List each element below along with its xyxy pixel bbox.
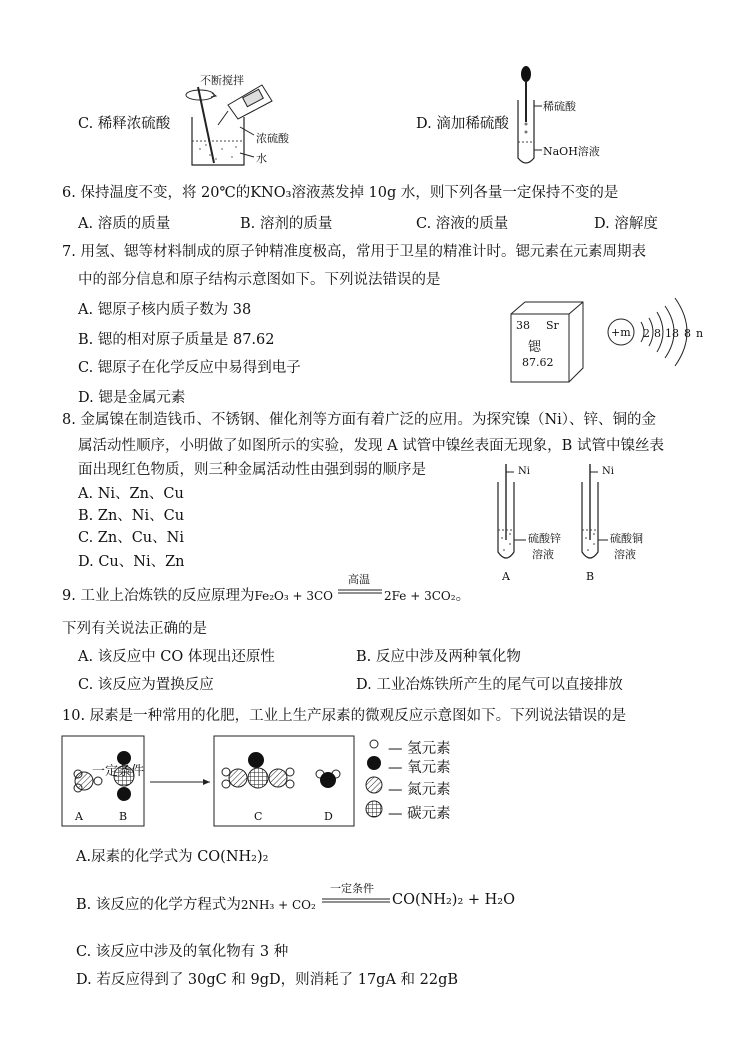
q9-option-b: B. 反应中涉及两种氧化物 xyxy=(356,649,521,665)
q9-eq-condition: 高温 xyxy=(348,573,370,586)
q6-option-d: D. 溶解度 xyxy=(594,216,658,232)
tube-a-label: A xyxy=(502,570,510,583)
q7-option-c: C. 锶原子在化学反应中易得到电子 xyxy=(78,360,301,376)
q10-stem: 10. 尿素是一种常用的化肥，工业上生产尿素的微观反应示意图如下。下列说法错误的是 xyxy=(62,708,627,724)
q7-stem-line2: 中的部分信息和原子结构示意图如下。下列说法错误的是 xyxy=(78,272,441,288)
q9-option-c: C. 该反应为置换反应 xyxy=(78,677,214,693)
water-label: 水 xyxy=(256,152,267,165)
q7-stem-line1: 7. 用氢、锶等材料制成的原子钟精准度极高，常用于卫星的精准计时。锶元素在元素周期表 xyxy=(62,244,646,260)
q10-option-b-left: 2NH₃ + CO₂ xyxy=(240,898,316,912)
q10-option-a: A.尿素的化学式为 CO(NH₂)₂ xyxy=(76,849,269,865)
reaction-condition: 一定条件 xyxy=(92,764,145,779)
shell-1: 2 xyxy=(643,327,650,340)
shell-2: 8 xyxy=(654,327,661,340)
tube-b-label: B xyxy=(586,570,595,583)
atom-legend xyxy=(364,736,384,816)
molecule-label-d: D xyxy=(324,810,333,823)
q9-line2: 下列有关说法正确的是 xyxy=(62,621,207,637)
element-mass: 87.62 xyxy=(522,356,554,369)
dilute-acid-label: 稀硫酸 xyxy=(543,100,576,113)
q5-option-c: C. 稀释浓硫酸 xyxy=(78,116,171,132)
legend-hydrogen: — 氢元素 xyxy=(388,741,451,757)
q7-option-b: B. 锶的相对原子质量是 87.62 xyxy=(78,332,275,348)
atom-nucleus: +m xyxy=(611,326,631,339)
tube-b-wire: Ni xyxy=(602,466,614,477)
q10-option-b-condition: 一定条件 xyxy=(330,882,374,895)
q8-option-d: D. Cu、Ni、Zn xyxy=(78,554,185,570)
q5-option-d: D. 滴加稀硫酸 xyxy=(416,116,509,132)
tube-b-solution-2: 溶液 xyxy=(614,548,636,561)
tube-a-wire: Ni xyxy=(518,466,530,477)
q8-option-c: C. Zn、Cu、Ni xyxy=(78,530,184,546)
q9-stem-prefix: 9. 工业上冶炼铁的反应原理为 xyxy=(62,588,255,604)
element-name: 锶 xyxy=(528,340,542,355)
shell-3: 18 xyxy=(665,327,679,340)
q9-eq-right: 2Fe + 3CO₂ xyxy=(384,589,456,603)
q10-eq-arrow xyxy=(322,898,390,904)
element-tile xyxy=(505,300,585,386)
conc-acid-label: 浓硫酸 xyxy=(256,132,289,145)
q6-option-c: C. 溶液的质量 xyxy=(416,216,509,232)
tube-a-solution-1: 硫酸锌 xyxy=(528,532,561,545)
stir-label: 不断搅拌 xyxy=(200,74,244,87)
q9-eq-arrow xyxy=(338,589,382,595)
q10-option-d: D. 若反应得到了 30gC 和 9gD，则消耗了 17gA 和 22gB xyxy=(76,972,459,988)
q6-option-a: A. 溶质的质量 xyxy=(78,216,171,232)
q10-option-b-prefix: B. 该反应的化学方程式为 xyxy=(76,897,241,913)
legend-oxygen: — 氧元素 xyxy=(388,760,451,776)
q8-stem-line1: 8. 金属镍在制造钱币、不锈钢、催化剂等方面有着广泛的应用。为探究镍（Ni）、锌、铜的金 xyxy=(62,412,657,428)
q8-stem-line3: 面出现红色物质，则三种金属活动性由强到弱的顺序是 xyxy=(78,462,426,478)
q9-option-d: D. 工业冶炼铁所产生的尾气可以直接排放 xyxy=(356,677,623,693)
molecule-label-c: C xyxy=(254,810,263,823)
naoh-label: NaOH溶液 xyxy=(543,145,600,158)
q8-stem-line2: 属活动性顺序，小明做了如图所示的实验，发现 A 试管中镍丝表面无现象，B 试管中镍丝表 xyxy=(78,438,664,454)
q7-option-a: A. 锶原子核内质子数为 38 xyxy=(78,302,252,318)
shell-5: n xyxy=(696,327,704,340)
q9-eq-left: Fe₂O₃ + 3CO xyxy=(254,589,334,603)
q8-option-b: B. Zn、Ni、Cu xyxy=(78,508,185,524)
q6-option-b: B. 溶剂的质量 xyxy=(240,216,333,232)
tube-b-solution-1: 硫酸铜 xyxy=(610,532,643,545)
q10-option-b-right: CO(NH₂)₂ + H₂O xyxy=(392,892,515,908)
shell-4: 8 xyxy=(684,327,691,340)
molecule-label-b: B xyxy=(119,810,128,823)
molecule-label-a: A xyxy=(75,810,83,823)
q7-option-d: D. 锶是金属元素 xyxy=(78,390,186,406)
q9-eq-end: 。 xyxy=(455,588,471,604)
q8-option-a: A. Ni、Zn、Cu xyxy=(78,486,184,502)
element-number: 38 xyxy=(516,319,530,332)
element-symbol: Sr xyxy=(546,319,559,332)
q9-option-a: A. 该反应中 CO 体现出还原性 xyxy=(78,649,275,665)
q9-stem xyxy=(62,584,333,605)
tube-a-solution-2: 溶液 xyxy=(532,548,554,561)
legend-carbon: — 碳元素 xyxy=(388,806,451,822)
q10-option-b-wrap xyxy=(76,893,316,914)
q6-stem: 6. 保持温度不变，将 20℃的KNO₃溶液蒸发掉 10g 水，则下列各量一定保持不变的是 xyxy=(62,185,619,201)
q9-eq-right-wrap xyxy=(384,584,470,605)
legend-nitrogen: — 氮元素 xyxy=(388,782,451,798)
urea-reaction-diagram xyxy=(62,736,362,828)
q10-option-c: C. 该反应中涉及的氧化物有 3 种 xyxy=(76,944,289,960)
